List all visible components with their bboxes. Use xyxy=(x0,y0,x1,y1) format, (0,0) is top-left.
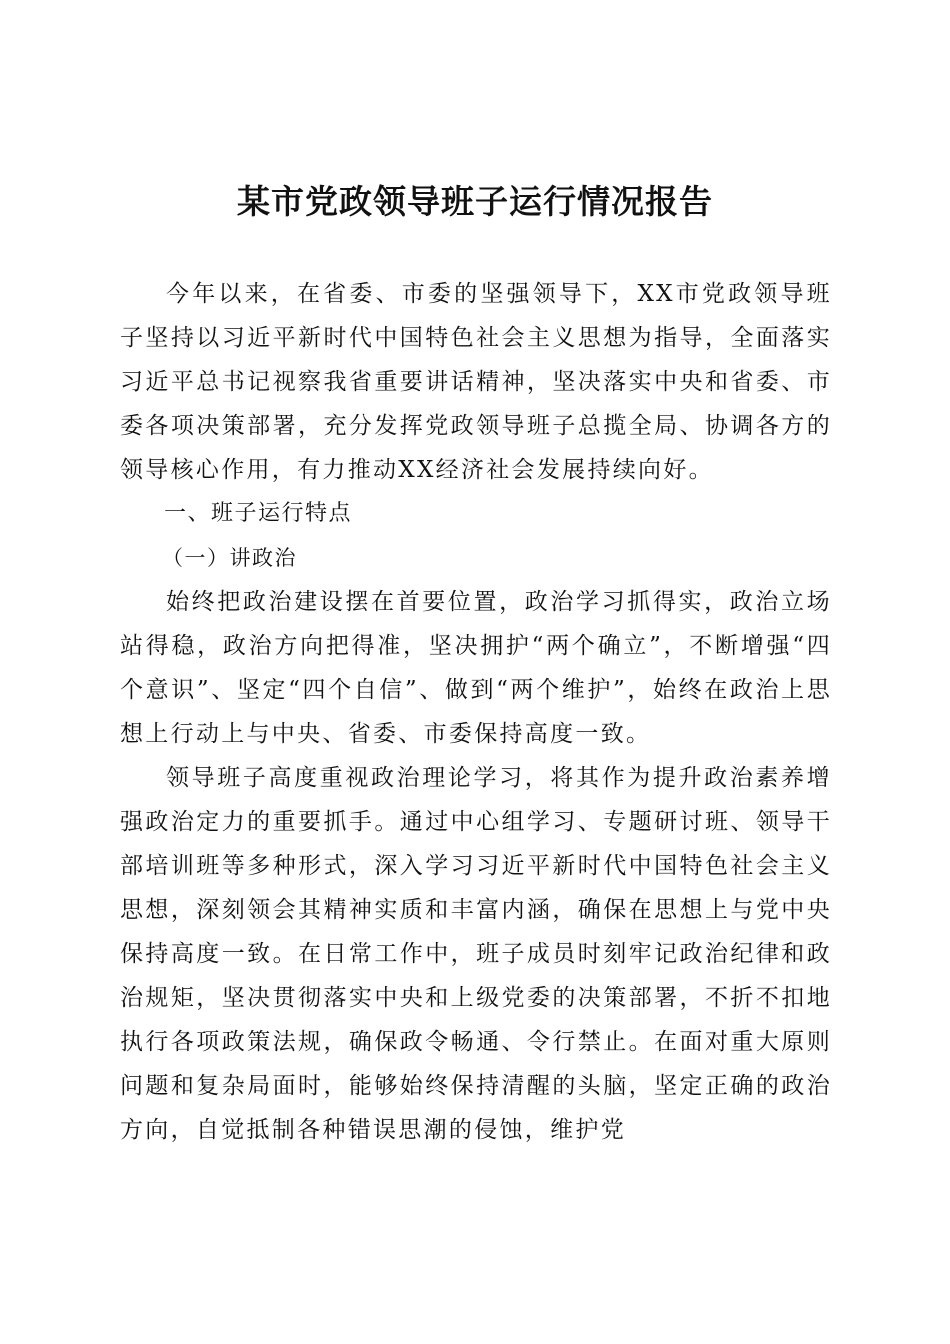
document-title: 某市党政领导班子运行情况报告 xyxy=(237,182,713,221)
section-heading: 一、班子运行特点 xyxy=(164,501,353,526)
body-paragraph-1: 始终把政治建设摆在首要位置，政治学习抓得实，政治立场站得稳，政治方向把得准，坚决拥护“两个确立”，不断增强“四个意识”、坚定“四个自信”、做到“两个维护”，始终在政治上思想上行动上与中央、省委、市委保持高度一致。 xyxy=(120,589,832,747)
document-body xyxy=(120,272,832,1152)
body-paragraph-2: 领导班子高度重视政治理论学习，将其作为提升政治素养增强政治定力的重要抓手。通过中心组学习、专题研讨班、领导干部培训班等多种形式，深入学习习近平新时代中国特色社会主义思想，深刻领会其精神实质和丰富内涵，确保在思想上与党中央保持高度一致。在日常工作中，班子成员时刻牢记政治纪律和政治规矩，坚决贯彻落实中央和上级党委的决策部署，不折不扣地执行各项政策法规，确保政令畅通、令行禁止。在面对重大原则问题和复杂局面时，能够始终保持清醒的头脑，坚定正确的政治方向，自觉抵制各种错误思潮的侵蚀，维护党 xyxy=(120,765,832,1143)
subsection-heading: （一）讲政治 xyxy=(162,546,297,570)
intro-paragraph: 今年以来，在省委、市委的坚强领导下，XX市党政领导班子坚持以习近平新时代中国特色社会主义思想为指导，全面落实习近平总书记视察我省重要讲话精神，坚决落实中央和省委、市委各项决策部署，充分发挥党政领导班子总揽全局、协调各方的领导核心作用，有力推动XX经济社会发展持续向好。 xyxy=(120,281,832,483)
